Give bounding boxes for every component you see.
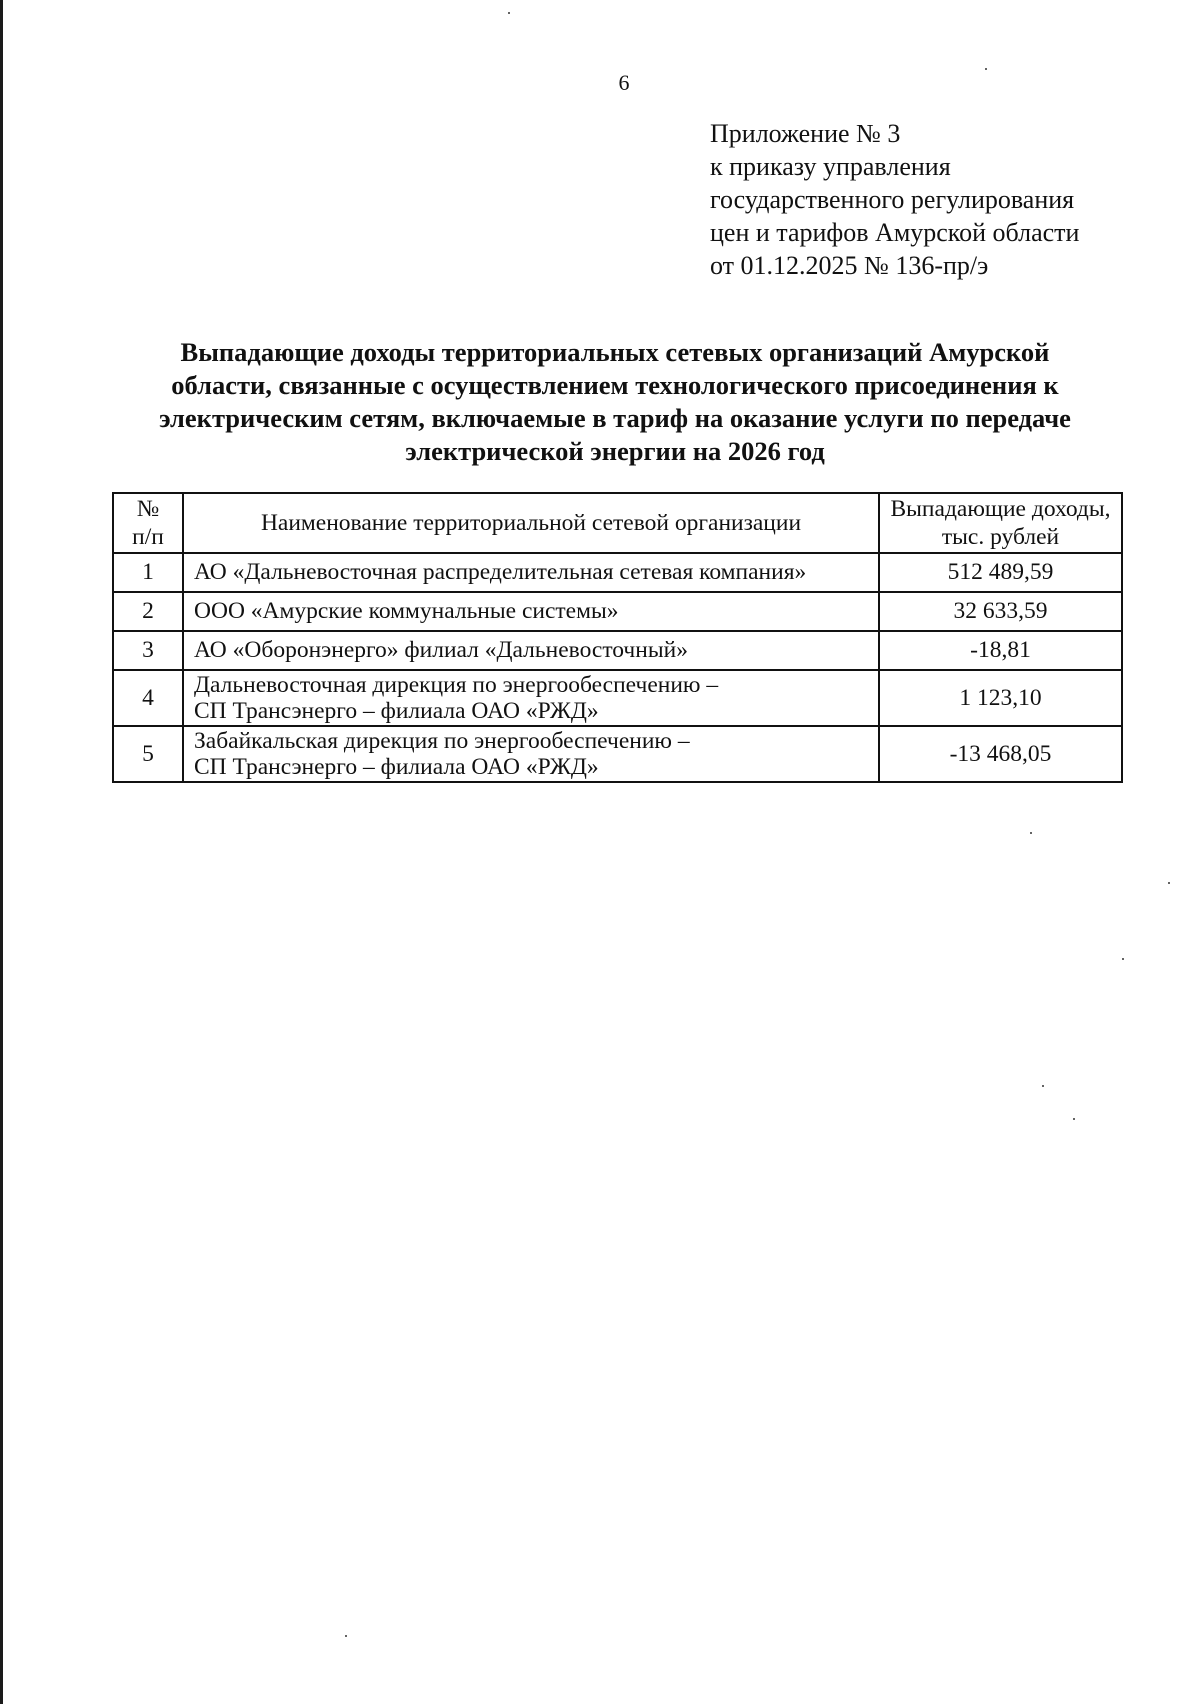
title-line: области, связанные с осуществлением технологического присоединения к	[171, 370, 1059, 400]
table-header-row	[113, 493, 1122, 553]
table-row	[113, 592, 1122, 631]
organization-line: Забайкальская дирекция по энергообеспечению –	[194, 728, 690, 754]
document-title	[110, 336, 1120, 468]
appendix-line: государственного регулирования	[710, 185, 1075, 214]
organization-line: АО «Дальневосточная распределительная сетевая компания»	[194, 559, 807, 585]
header-value-line1: Выпадающие доходы,	[890, 496, 1111, 522]
row-organization	[183, 553, 879, 592]
appendix-line: цен и тарифов Амурской области	[710, 218, 1080, 247]
row-value: -18,81	[879, 631, 1122, 670]
header-value-line2: тыс. рублей	[941, 524, 1060, 550]
scan-speck	[508, 12, 510, 14]
scan-speck	[1122, 958, 1124, 960]
table-row	[113, 670, 1122, 726]
header-name: Наименование территориальной сетевой организации	[183, 493, 879, 553]
scan-speck	[985, 68, 987, 70]
row-number: 3	[113, 631, 183, 670]
organization-line: Дальневосточная дирекция по энергообеспечению –	[194, 672, 719, 698]
row-value: 512 489,59	[879, 553, 1122, 592]
scan-speck	[345, 1635, 347, 1637]
table-row	[113, 726, 1122, 782]
row-organization	[183, 726, 879, 782]
revenue-table	[112, 492, 1123, 783]
appendix-line: к приказу управления	[710, 152, 951, 181]
organization-line: ООО «Амурские коммунальные системы»	[194, 598, 619, 624]
scan-speck	[1168, 882, 1170, 884]
row-value: 32 633,59	[879, 592, 1122, 631]
page-number: 6	[618, 70, 630, 95]
appendix-block	[710, 117, 1079, 282]
scan-edge-line	[0, 0, 3, 1704]
title-line: электрическим сетям, включаемые в тариф на оказание услуги по передаче	[159, 403, 1071, 433]
scan-speck	[1073, 1118, 1075, 1120]
appendix-line: Приложение № 3	[710, 119, 901, 148]
header-number	[113, 493, 183, 553]
scan-speck	[1030, 832, 1032, 834]
row-value: -13 468,05	[879, 726, 1122, 782]
title-line: Выпадающие доходы территориальных сетевых организаций Амурской	[180, 337, 1050, 367]
table-row	[113, 631, 1122, 670]
organization-line: АО «Оборонэнерго» филиал «Дальневосточный»	[194, 637, 688, 663]
row-organization	[183, 631, 879, 670]
row-value: 1 123,10	[879, 670, 1122, 726]
row-number: 2	[113, 592, 183, 631]
organization-line: СП Трансэнерго – филиала ОАО «РЖД»	[194, 698, 599, 724]
title-line: электрической энергии на 2026 год	[405, 436, 825, 466]
table-row	[113, 553, 1122, 592]
row-organization	[183, 592, 879, 631]
row-number: 1	[113, 553, 183, 592]
row-number: 5	[113, 726, 183, 782]
header-value	[879, 493, 1122, 553]
row-organization	[183, 670, 879, 726]
header-number-line2: п/п	[132, 524, 164, 550]
row-number: 4	[113, 670, 183, 726]
organization-line: СП Трансэнерго – филиала ОАО «РЖД»	[194, 754, 599, 780]
header-number-line1: №	[136, 496, 160, 522]
appendix-line: от 01.12.2025 № 136-пр/э	[710, 251, 989, 280]
scan-speck	[1042, 1085, 1044, 1087]
